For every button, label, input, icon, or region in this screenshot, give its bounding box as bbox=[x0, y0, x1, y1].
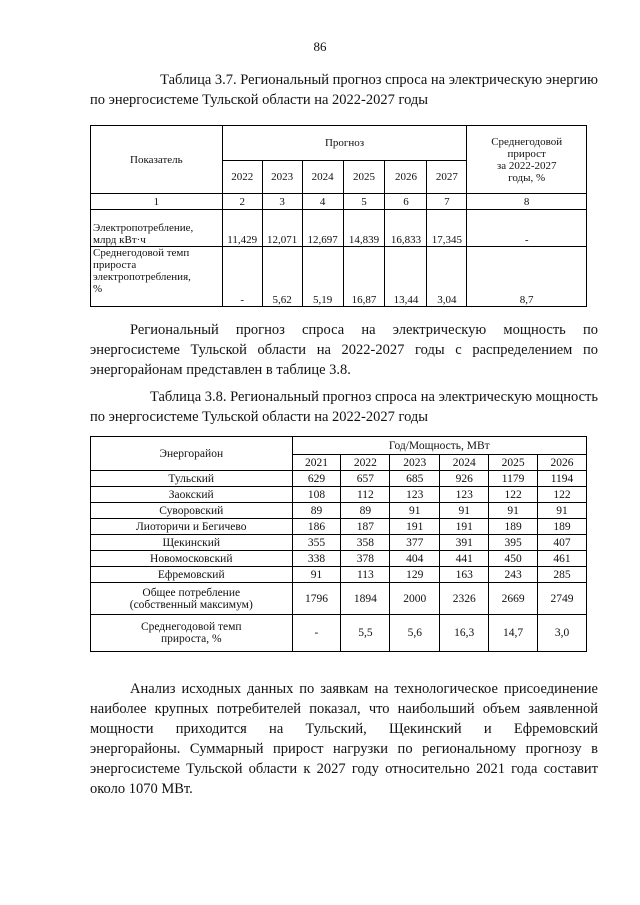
value-cell: 450 bbox=[489, 551, 538, 567]
value-cell: 14,839 bbox=[343, 210, 385, 247]
value-cell: 16,833 bbox=[385, 210, 427, 247]
paragraph-2: Анализ исходных данных по заявкам на технологическое присоединение наиболее крупных потребителей показал, что наибольший объем заявленной мощности приходится на Тульский, Щекинский и Ефремовский энергорайоны. Суммарный прирост нагрузки по региональному прогнозу в энергосистеме Тульской области к 2027 году относительно 2021 года составит около 1070 МВт. bbox=[90, 681, 598, 797]
table-row bbox=[91, 210, 587, 247]
value-cell: 122 bbox=[538, 487, 587, 503]
table-row bbox=[91, 567, 587, 583]
value-cell: 407 bbox=[538, 535, 587, 551]
region-label: Щекинский bbox=[91, 535, 293, 551]
value-cell: 112 bbox=[341, 487, 390, 503]
row-label: Электропотребление, млрд кВт·ч bbox=[91, 210, 223, 247]
year-cell: 2024 bbox=[440, 455, 489, 471]
value-cell: 189 bbox=[538, 519, 587, 535]
value-cell: 187 bbox=[341, 519, 390, 535]
value-cell: 685 bbox=[390, 471, 440, 487]
table-row bbox=[91, 247, 587, 307]
col-number: 1 bbox=[91, 194, 223, 210]
value-cell: 441 bbox=[440, 551, 489, 567]
value-cell: 91 bbox=[292, 567, 341, 583]
value-cell: 338 bbox=[292, 551, 341, 567]
value-cell: 16,87 bbox=[343, 247, 385, 307]
region-label: Тульский bbox=[91, 471, 293, 487]
header-region: Энергорайон bbox=[91, 437, 293, 471]
table1-caption-line2: по энергосистеме Тульской области на 2022-2027 годы bbox=[90, 92, 429, 108]
year-cell: 2023 bbox=[262, 161, 302, 194]
value-cell: 123 bbox=[440, 487, 489, 503]
value-cell: 91 bbox=[489, 503, 538, 519]
table-row bbox=[91, 487, 587, 503]
value-cell: 12,071 bbox=[262, 210, 302, 247]
value-cell: 191 bbox=[440, 519, 489, 535]
col-number: 5 bbox=[343, 194, 385, 210]
value-cell: 243 bbox=[489, 567, 538, 583]
table-row bbox=[91, 551, 587, 567]
energy-demand-table bbox=[90, 125, 587, 307]
value-cell: 378 bbox=[341, 551, 390, 567]
value-cell: 1179 bbox=[489, 471, 538, 487]
year-cell: 2025 bbox=[489, 455, 538, 471]
value-cell: 189 bbox=[489, 519, 538, 535]
region-label: Заокский bbox=[91, 487, 293, 503]
year-cell: 2025 bbox=[343, 161, 385, 194]
value-cell: 122 bbox=[489, 487, 538, 503]
table2-caption-line2: по энергосистеме Тульской области на 2022-2027 годы bbox=[90, 409, 429, 425]
region-label: Среднегодовой темп прироста, % bbox=[91, 615, 293, 652]
value-cell: 3,04 bbox=[427, 247, 467, 307]
col-number: 2 bbox=[222, 194, 262, 210]
value-cell: 91 bbox=[390, 503, 440, 519]
year-cell: 2022 bbox=[341, 455, 390, 471]
value-cell: 391 bbox=[440, 535, 489, 551]
header-avg-growth: Среднегодовой прирост за 2022-2027 годы, % bbox=[467, 126, 587, 194]
value-cell: 13,44 bbox=[385, 247, 427, 307]
value-cell: 14,7 bbox=[489, 615, 538, 652]
value-cell: 2669 bbox=[489, 583, 538, 615]
value-cell: 1894 bbox=[341, 583, 390, 615]
value-cell: 2326 bbox=[440, 583, 489, 615]
header-forecast: Прогноз bbox=[222, 126, 467, 161]
col-number: 4 bbox=[302, 194, 343, 210]
table2-caption bbox=[90, 387, 598, 427]
table-row bbox=[91, 583, 587, 615]
year-cell: 2026 bbox=[538, 455, 587, 471]
region-label: Новомосковский bbox=[91, 551, 293, 567]
value-cell: 186 bbox=[292, 519, 341, 535]
region-label: Суворовский bbox=[91, 503, 293, 519]
value-cell: 11,429 bbox=[222, 210, 262, 247]
value-cell: 285 bbox=[538, 567, 587, 583]
value-cell: 12,697 bbox=[302, 210, 343, 247]
avg-cell: 8,7 bbox=[467, 247, 587, 307]
value-cell: 1796 bbox=[292, 583, 341, 615]
value-cell: 1194 bbox=[538, 471, 587, 487]
value-cell: 89 bbox=[341, 503, 390, 519]
paragraph-1: Региональный прогноз спроса на электрическую мощность по энергосистеме Тульской области на 2022-2027 годы с распределением по энергорайонам представлен в таблице 3.8. bbox=[90, 322, 598, 378]
value-cell: 377 bbox=[390, 535, 440, 551]
table1-caption-line1: Таблица 3.7. Региональный прогноз спроса на электрическую энергию bbox=[160, 72, 598, 88]
value-cell: 395 bbox=[489, 535, 538, 551]
value-cell: 2000 bbox=[390, 583, 440, 615]
table1-caption bbox=[90, 70, 598, 110]
value-cell: 358 bbox=[341, 535, 390, 551]
table-row bbox=[91, 503, 587, 519]
value-cell: 3,0 bbox=[538, 615, 587, 652]
col-number: 7 bbox=[427, 194, 467, 210]
year-cell: 2023 bbox=[390, 455, 440, 471]
value-cell: 16,3 bbox=[440, 615, 489, 652]
col-number: 8 bbox=[467, 194, 587, 210]
value-cell: - bbox=[222, 247, 262, 307]
table-row bbox=[91, 471, 587, 487]
row-label: Среднегодовой темп прироста электропотребления, % bbox=[91, 247, 223, 307]
value-cell: 5,6 bbox=[390, 615, 440, 652]
value-cell: 657 bbox=[341, 471, 390, 487]
col-number: 3 bbox=[262, 194, 302, 210]
value-cell: 5,5 bbox=[341, 615, 390, 652]
table-row bbox=[91, 615, 587, 652]
year-cell: 2024 bbox=[302, 161, 343, 194]
year-cell: 2027 bbox=[427, 161, 467, 194]
table2-caption-line1: Таблица 3.8. Региональный прогноз спроса на электрическую мощность bbox=[149, 389, 598, 405]
power-demand-table bbox=[90, 436, 587, 652]
table-row bbox=[91, 519, 587, 535]
value-cell: 629 bbox=[292, 471, 341, 487]
page-number: 86 bbox=[313, 39, 327, 54]
year-cell: 2022 bbox=[222, 161, 262, 194]
col-number: 6 bbox=[385, 194, 427, 210]
value-cell: 129 bbox=[390, 567, 440, 583]
value-cell: 2749 bbox=[538, 583, 587, 615]
value-cell: 461 bbox=[538, 551, 587, 567]
value-cell: 404 bbox=[390, 551, 440, 567]
table-row bbox=[91, 535, 587, 551]
value-cell: 91 bbox=[440, 503, 489, 519]
region-label: Лиоторичи и Бегичево bbox=[91, 519, 293, 535]
header-indicator: Показатель bbox=[91, 126, 223, 194]
value-cell: 17,345 bbox=[427, 210, 467, 247]
value-cell: 89 bbox=[292, 503, 341, 519]
region-label: Ефремовский bbox=[91, 567, 293, 583]
value-cell: 5,62 bbox=[262, 247, 302, 307]
value-cell: 191 bbox=[390, 519, 440, 535]
region-label: Общее потребление (собственный максимум) bbox=[91, 583, 293, 615]
value-cell: 123 bbox=[390, 487, 440, 503]
value-cell: - bbox=[292, 615, 341, 652]
value-cell: 355 bbox=[292, 535, 341, 551]
value-cell: 926 bbox=[440, 471, 489, 487]
year-cell: 2026 bbox=[385, 161, 427, 194]
year-cell: 2021 bbox=[292, 455, 341, 471]
avg-cell: - bbox=[467, 210, 587, 247]
header-year-power: Год/Мощность, МВт bbox=[292, 437, 586, 455]
value-cell: 113 bbox=[341, 567, 390, 583]
value-cell: 5,19 bbox=[302, 247, 343, 307]
value-cell: 108 bbox=[292, 487, 341, 503]
value-cell: 91 bbox=[538, 503, 587, 519]
value-cell: 163 bbox=[440, 567, 489, 583]
